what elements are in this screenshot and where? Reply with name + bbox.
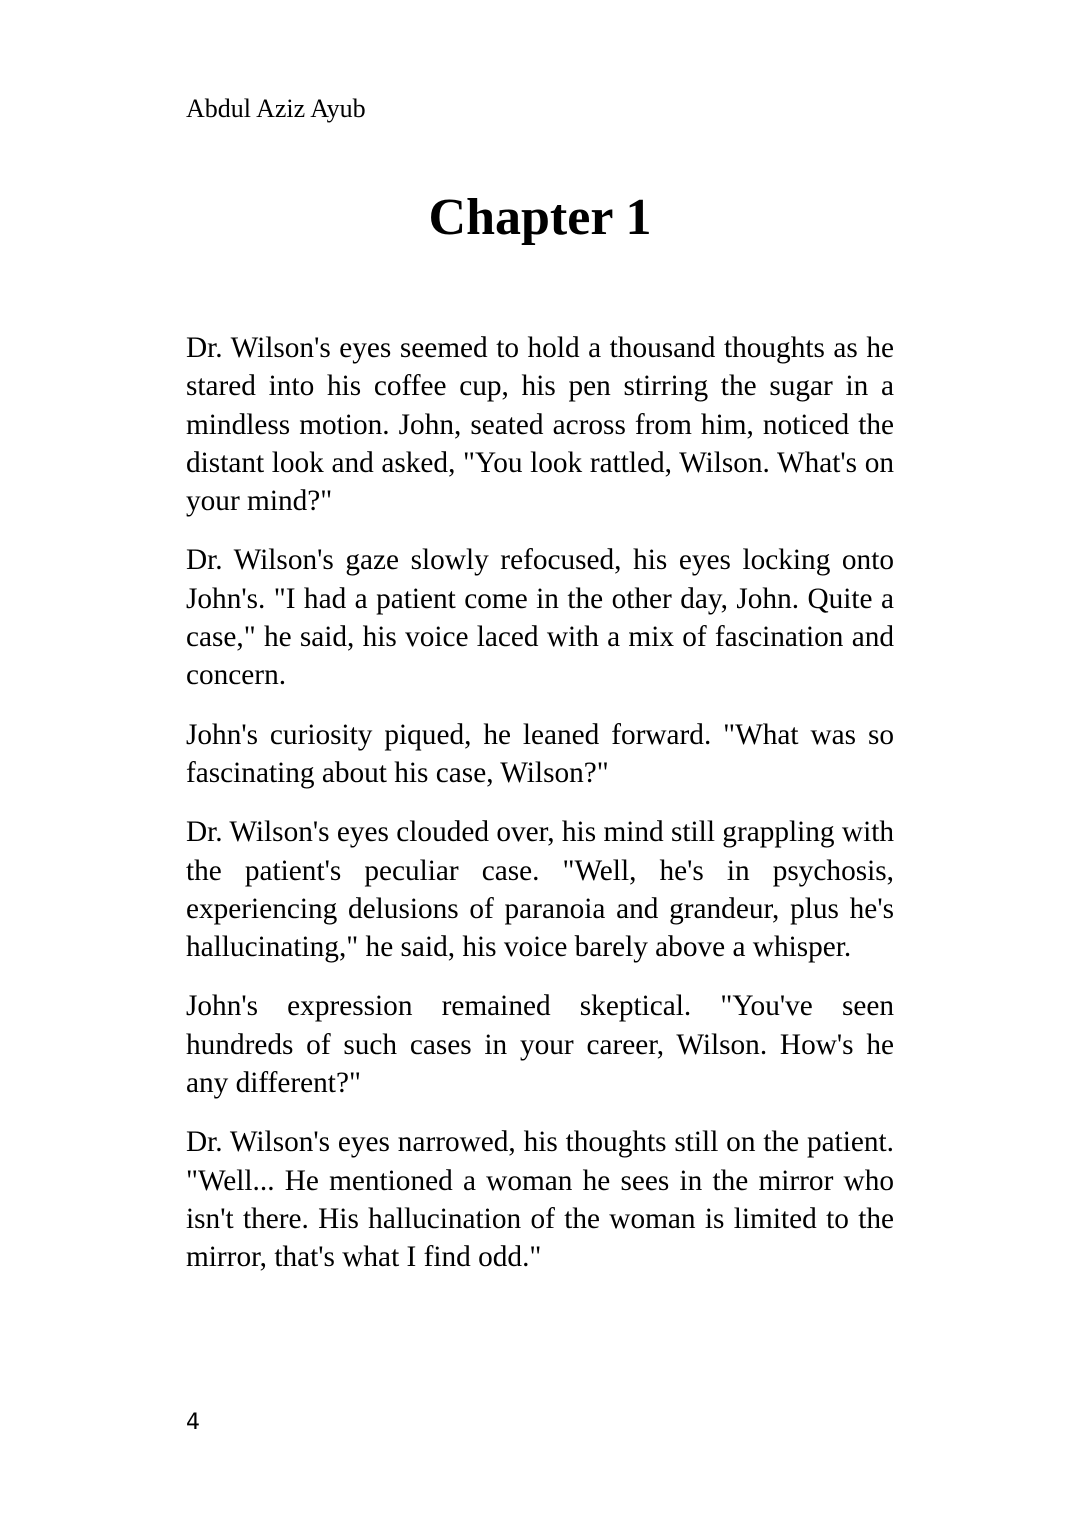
paragraph: John's expression remained skeptical. "You've seen hundreds of such cases in your career, Wilson. How's he any different?" [186, 990, 894, 1100]
paragraph: Dr. Wilson's gaze slowly refocused, his eyes locking onto John's. "I had a patient come in the other day, John. Quite a case," he said, his voice laced with a mix of fascination and concern. [186, 544, 894, 692]
running-header-author: Abdul Aziz Ayub [186, 94, 366, 123]
page-number: 4 [186, 1410, 200, 1435]
paragraph: Dr. Wilson's eyes narrowed, his thoughts still on the patient. "Well... He mentioned a woman he sees in the mirror who isn't there. His hallucination of the woman is limited to the mirror, that's what I find odd." [186, 1126, 894, 1274]
paragraph: Dr. Wilson's eyes seemed to hold a thousand thoughts as he stared into his coffee cup, his pen stirring the sugar in a mindless motion. John, seated across from him, noticed the distant look and asked, "You look rattled, Wilson. What's on your mind?" [186, 332, 894, 518]
paragraph: John's curiosity piqued, he leaned forward. "What was so fascinating about his case, Wilson?" [186, 718, 894, 789]
body-text [186, 329, 894, 1298]
chapter-title: Chapter 1 [428, 189, 652, 246]
paragraph: Dr. Wilson's eyes clouded over, his mind still grappling with the patient's peculiar case. "Well, he's in psychosis, experiencing delusions of paranoia and grandeur, plus he's hallucinating," he said, his voice barely above a whisper. [186, 816, 894, 964]
